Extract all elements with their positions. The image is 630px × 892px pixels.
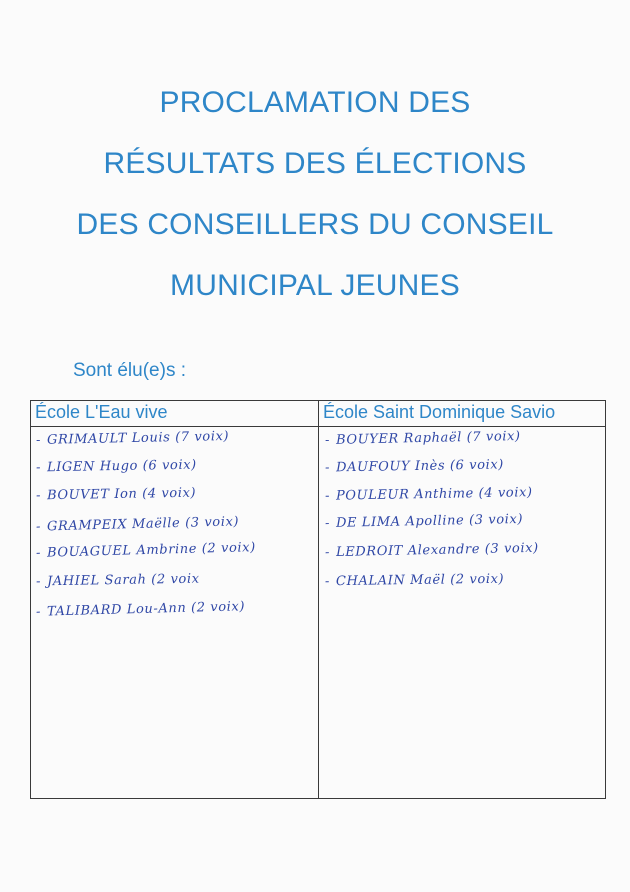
elected-entry: - LIGEN Hugo (6 voix) <box>35 457 197 476</box>
elected-entry: - POULEUR Anthime (4 voix) <box>324 485 533 504</box>
title-line-1: PROCLAMATION DES <box>159 86 471 119</box>
title-line-2: RÉSULTATS DES ÉLECTIONS <box>103 147 527 180</box>
elected-entry: - TALIBARD Lou-Ann (2 voix) <box>35 599 246 620</box>
elected-entry: - JAHIEL Sarah (2 voix <box>35 571 200 590</box>
proclamation-title <box>0 72 630 316</box>
elected-entry: - DAUFOUY Inès (6 voix) <box>324 457 505 476</box>
column-divider <box>318 401 319 798</box>
elected-entry: - CHALAIN Maël (2 voix) <box>324 571 505 590</box>
title-line-3: DES CONSEILLERS DU CONSEIL <box>76 208 554 241</box>
elected-entry: - BOUYER Raphaël (7 voix) <box>324 428 521 449</box>
elected-entry: - DE LIMA Apolline (3 voix) <box>324 511 524 532</box>
elected-entry: - LEDROIT Alexandre (3 voix) <box>324 540 539 561</box>
results-table <box>30 400 606 799</box>
header-divider <box>31 426 605 427</box>
elected-entry: - BOUVET Ion (4 voix) <box>35 485 197 504</box>
elected-entry: - GRIMAULT Louis (7 voix) <box>35 428 230 449</box>
elected-entry: - BOUAGUEL Ambrine (2 voix) <box>35 540 256 561</box>
school-header-saint-dominique-savio: École Saint Dominique Savio <box>323 402 556 422</box>
school-header-eau-vive: École L'Eau vive <box>35 402 168 422</box>
elected-intro-label: Sont élu(e)s : <box>73 360 186 381</box>
elected-entry: - GRAMPEIX Maëlle (3 voix) <box>35 514 240 535</box>
title-line-4: MUNICIPAL JEUNES <box>170 269 460 302</box>
